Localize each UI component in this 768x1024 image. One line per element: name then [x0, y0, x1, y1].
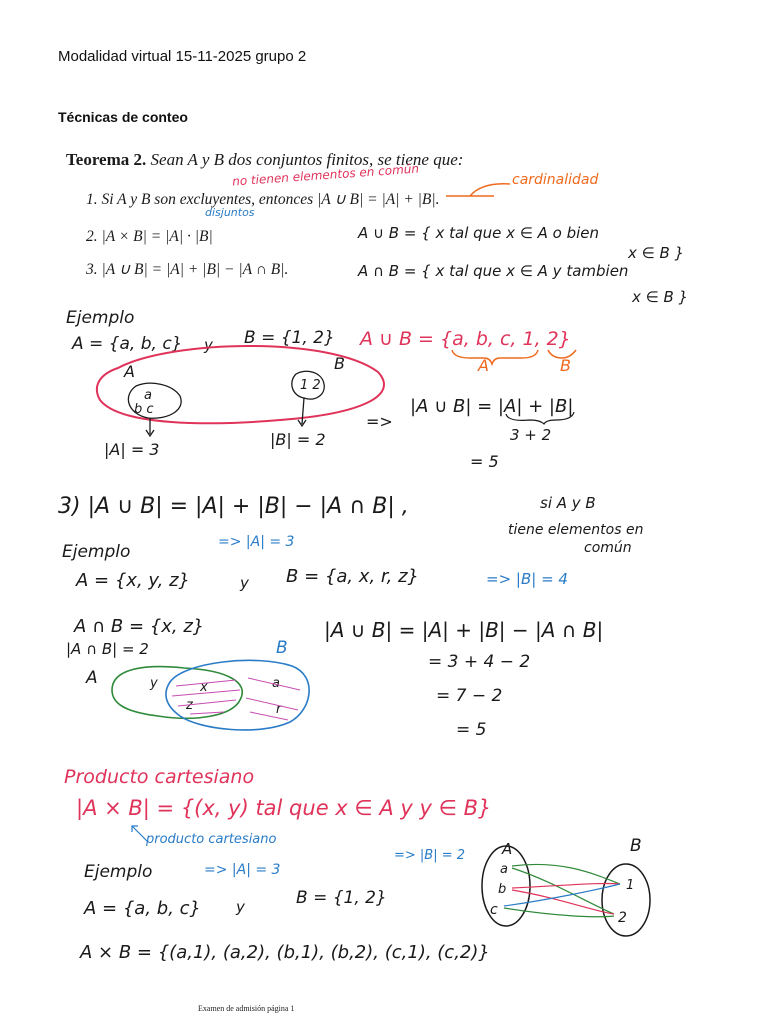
part3-condition-2: tiene elementos en [508, 522, 644, 538]
union-definition-cont: x ∈ B } [628, 244, 685, 262]
intersection-definition: A ∩ B = { x tal que x ∈ A y tambien [358, 262, 629, 280]
example1-brace-a-label: A [478, 356, 489, 375]
venn2-elem-y: y [150, 676, 158, 691]
cartesian-conj: y [236, 898, 245, 916]
venn1-blob-b [292, 371, 324, 399]
cartesian-card-a-note: => |A| = 3 [204, 862, 281, 878]
venn2-set-a [112, 667, 242, 719]
venn2-elem-a: a [272, 676, 280, 691]
intersection-definition-cont: x ∈ B } [632, 288, 689, 306]
theorem-item-2: 2. |A × B| = |A| · |B| [86, 228, 213, 245]
section-heading: Técnicas de conteo [58, 109, 188, 125]
diagram-set-a [482, 846, 530, 926]
cartesian-product: A × B = {(a,1), (a,2), (b,1), (b,2), (c,1), (c,2)} [80, 942, 490, 963]
cartesian-example-label: Ejemplo [84, 862, 153, 882]
venn2-b-label: B [276, 638, 288, 658]
part3-statement: 3) |A ∪ B| = |A| + |B| − |A ∩ B| , [58, 494, 409, 519]
diagram-a-elem-a: a [500, 862, 508, 877]
example1-formula: |A ∪ B| = |A| + |B| [410, 396, 574, 417]
diagram-a-elem-c: c [490, 902, 498, 918]
part3-set-b: B = {a, x, r, z} [286, 566, 419, 587]
cartesian-note: producto cartesiano [146, 832, 277, 847]
venn1-b-label: B [334, 354, 345, 373]
part3-step-1: = 3 + 4 − 2 [428, 652, 531, 672]
part3-step-3: = 5 [456, 720, 487, 740]
theorem-intro: Sean A y B dos conjuntos finitos, se tiene que: [150, 150, 464, 169]
venn1-elem-bc: b c [134, 402, 154, 417]
part3-intersection-card: |A ∩ B| = 2 [66, 640, 149, 658]
cartesian-set-b: B = {1, 2} [296, 888, 387, 908]
part3-card-b-note: => |B| = 4 [486, 570, 568, 588]
example1-label: Ejemplo [66, 308, 135, 328]
venn2-elem-x: x [200, 680, 208, 695]
theorem-item-1: 1. Si A y B son excluyentes, entonces |A ∪ B| = |A| + |B|. [86, 191, 440, 208]
example1-card-b: |B| = 2 [270, 430, 326, 449]
part3-step-2: = 7 − 2 [436, 686, 503, 706]
diagram-b-elem-1: 1 [626, 878, 635, 893]
cartesian-set-a: A = {a, b, c} [84, 898, 201, 919]
sum-underbrace [506, 412, 574, 424]
example1-sum: 3 + 2 [510, 426, 552, 444]
part3-condition-3: común [584, 540, 632, 556]
venn2-hatch [172, 678, 300, 720]
venn1-a-label: A [124, 362, 135, 381]
example1-arrow: => [366, 412, 393, 431]
annotation-cardinalidad: cardinalidad [512, 172, 599, 188]
arrow-b-down [298, 398, 306, 426]
venn2-elem-z: z [186, 698, 193, 713]
diagram-a-elem-b: b [498, 882, 507, 897]
union-definition: A ∪ B = { x tal que x ∈ A o bien [358, 224, 600, 242]
part3-example-label: Ejemplo [62, 542, 131, 562]
theorem-heading: Teorema 2. [66, 150, 147, 169]
example1-set-b: B = {1, 2} [244, 328, 335, 348]
example1-set-a: A = {a, b, c} [72, 334, 183, 354]
mapping-a2 [512, 868, 614, 914]
example1-card-a: |A| = 3 [104, 440, 160, 459]
part3-condition-1: si A y B [540, 494, 596, 512]
annotation-no-common: no tienen elementos en común [231, 161, 420, 189]
page-title: Modalidad virtual 15-11-2025 grupo 2 [58, 48, 307, 65]
part3-set-a: A = {x, y, z} [76, 570, 190, 591]
venn1-blob-a [128, 383, 181, 418]
theorem-item-3: 3. |A ∪ B| = |A| + |B| − |A ∩ B|. [86, 261, 289, 278]
venn2-elem-r: r [276, 702, 282, 717]
diagram-a-label: A [502, 840, 513, 858]
brace-b [548, 350, 576, 358]
example1-conj: y [204, 336, 213, 354]
cartesian-card-b-note: => |B| = 2 [394, 848, 466, 863]
page-footer: Examen de admisión página 1 [198, 1004, 295, 1013]
example1-result: = 5 [470, 452, 499, 471]
example1-brace-b-label: B [560, 356, 571, 375]
diagram-b-label: B [630, 836, 642, 856]
venn1-elem-12: 1 2 [300, 378, 321, 393]
venn2-a-label: A [86, 668, 98, 688]
part3-conj: y [240, 574, 249, 592]
cardinalidad-pointer [446, 184, 510, 196]
venn1-elem-a: a [144, 388, 152, 403]
brace-a [452, 350, 538, 364]
mapping-c2 [504, 908, 614, 917]
cartesian-note-arrow [132, 826, 148, 842]
cartesian-formula: |A × B| = {(x, y) tal que x ∈ A y y ∈ B} [76, 796, 492, 820]
example1-union: A ∪ B = {a, b, c, 1, 2} [360, 328, 571, 350]
cartesian-title: Producto cartesiano [64, 766, 255, 788]
part3-intersection: A ∩ B = {x, z} [74, 616, 205, 637]
part3-card-a-note: => |A| = 3 [218, 534, 295, 550]
diagram-set-b [602, 864, 650, 936]
annotation-disjuntos: disjuntos [205, 206, 255, 219]
part3-formula: |A ∪ B| = |A| + |B| − |A ∩ B| [324, 618, 604, 642]
diagram-b-elem-2: 2 [618, 910, 627, 926]
